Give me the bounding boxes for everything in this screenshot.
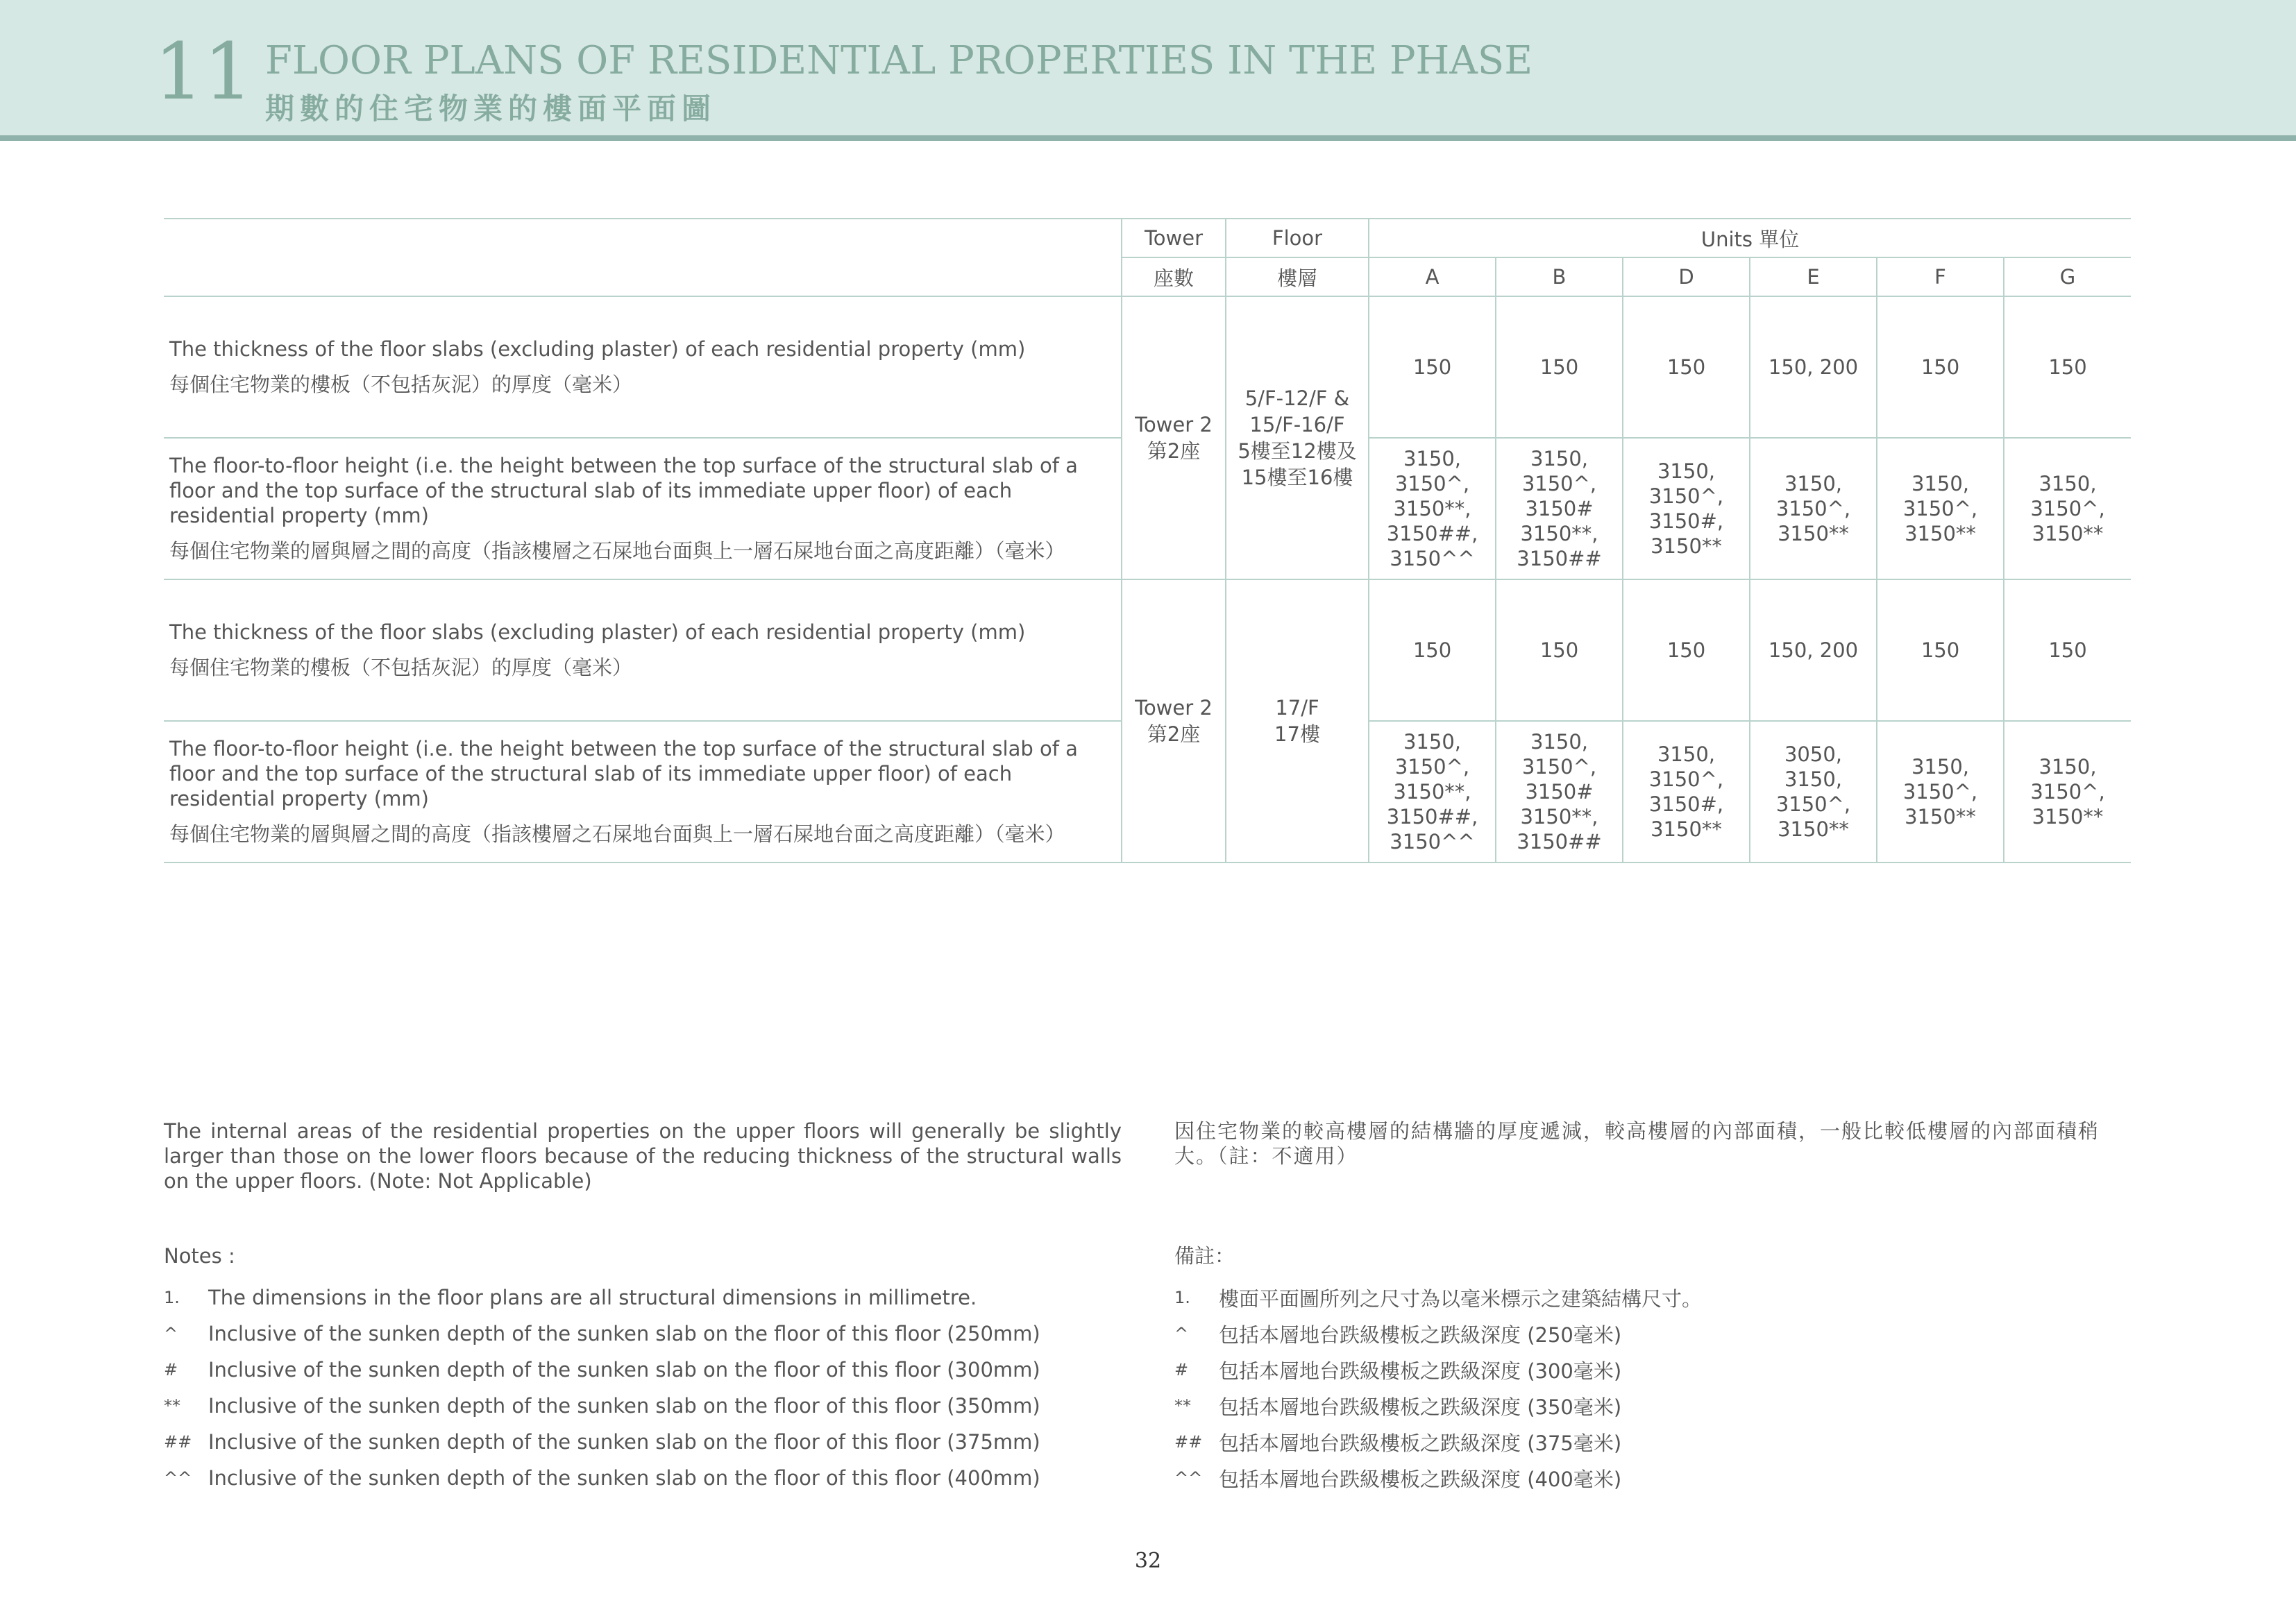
- height-desc-cell: [164, 721, 1122, 863]
- height-value-line: 3150^,: [1521, 755, 1597, 779]
- tower-name-zh: 第2座: [1147, 439, 1201, 463]
- height-value-line: 3150^,: [1648, 484, 1724, 508]
- note-text: Inclusive of the sunken depth of the sunken slab on the floor of this floor (300mm): [208, 1358, 1040, 1382]
- height-desc-cell: [164, 438, 1122, 579]
- height-value-line: 3150^,: [1775, 497, 1851, 520]
- notes-zh: [1174, 1242, 2146, 1496]
- note-item: [164, 1460, 1136, 1496]
- slab-value: 150, 200: [1750, 296, 1877, 438]
- slab-desc-zh: 每個住宅物業的樓板（不包括灰泥）的厚度（毫米）: [169, 373, 633, 396]
- page-header: [0, 0, 2296, 141]
- note-item: [164, 1424, 1136, 1460]
- page-title-en: FLOOR PLANS OF RESIDENTIAL PROPERTIES IN THE PHASE: [265, 38, 1533, 83]
- note-mark: **: [164, 1396, 180, 1416]
- note-mark: 1.: [164, 1288, 180, 1307]
- height-value-line: 3150**: [2032, 522, 2104, 545]
- note-item: [1174, 1352, 2146, 1388]
- col-unit-e: E: [1750, 257, 1877, 296]
- note-mark: ^: [164, 1324, 178, 1343]
- slab-value: 150: [1623, 296, 1750, 438]
- height-value-line: 3150,: [1784, 472, 1843, 495]
- height-value-line: 3150,: [1403, 730, 1462, 754]
- slab-value: 150: [2004, 296, 2131, 438]
- height-value: [1877, 438, 2004, 579]
- height-value-line: 3150^,: [1521, 472, 1597, 495]
- height-value: [1877, 721, 2004, 863]
- height-value-line: 3150,: [1530, 447, 1589, 470]
- height-value-line: 3150^,: [1394, 472, 1470, 495]
- note-text: Inclusive of the sunken depth of the sunken slab on the floor of this floor (350mm): [208, 1394, 1040, 1418]
- height-value-line: 3150##,: [1386, 805, 1478, 829]
- floor-line: 17/F: [1275, 696, 1319, 720]
- col-floor-en: Floor: [1226, 219, 1369, 257]
- floor-line: 17樓: [1274, 722, 1320, 746]
- header-blank-cell: [164, 219, 1122, 296]
- height-value-line: 3150,: [1403, 447, 1462, 470]
- height-value-line: 3150**: [1778, 522, 1849, 545]
- slab-value: 150: [1496, 296, 1623, 438]
- col-unit-a: A: [1369, 257, 1496, 296]
- note-item: [1174, 1424, 2146, 1460]
- note-mark: ^^: [164, 1468, 192, 1488]
- slab-value: 150: [1369, 296, 1496, 438]
- note-item: [164, 1352, 1136, 1388]
- col-unit-b: B: [1496, 257, 1623, 296]
- height-value: [1369, 721, 1496, 863]
- slab-value: 150: [1623, 579, 1750, 721]
- height-value-line: 3150^,: [1902, 497, 1978, 520]
- tower-cell: [1122, 579, 1226, 863]
- height-value-line: 3150,: [2038, 755, 2097, 779]
- slab-desc-en: The thickness of the floor slabs (excluding plaster) of each residential property (mm): [169, 620, 1026, 644]
- height-desc-zh: 每個住宅物業的層與層之間的高度（指該樓層之石屎地台面與上一層石屎地台面之高度距離）（毫米）: [169, 822, 1065, 846]
- height-value-line: 3150**: [1651, 534, 1722, 558]
- height-value-line: 3150^,: [1648, 767, 1724, 791]
- slab-value: 150: [1369, 579, 1496, 721]
- slab-value: 150: [1877, 296, 2004, 438]
- height-value-line: 3150**,: [1393, 780, 1471, 804]
- floor-line: 15樓至16樓: [1241, 466, 1353, 489]
- col-unit-f: F: [1877, 257, 2004, 296]
- note-text: 包括本層地台跌級樓板之跌級深度 (375毫米): [1219, 1431, 1622, 1455]
- note-item: [1174, 1460, 2146, 1496]
- height-value-line: 3150##,: [1386, 522, 1478, 545]
- tower-name-zh: 第2座: [1147, 722, 1201, 746]
- height-value-line: 3150**,: [1520, 522, 1598, 545]
- note-mark: **: [1174, 1396, 1191, 1416]
- col-tower-zh: 座數: [1122, 257, 1226, 296]
- height-value-line: 3150,: [2038, 472, 2097, 495]
- table-row: [164, 296, 2131, 438]
- note-mark: #: [164, 1360, 178, 1379]
- height-value-line: 3150##: [1517, 547, 1602, 570]
- floor-spec-table: [164, 218, 2131, 863]
- height-value-line: 3150^,: [1775, 792, 1851, 816]
- slab-desc-cell: [164, 579, 1122, 721]
- height-value-line: 3150**: [1905, 522, 1976, 545]
- height-value-line: 3150,: [1657, 742, 1716, 766]
- note-mark: ^: [1174, 1324, 1189, 1343]
- height-value-line: 3150**,: [1393, 497, 1471, 520]
- height-value-line: 3050,: [1784, 742, 1843, 766]
- height-value: [2004, 721, 2131, 863]
- height-value: [1369, 438, 1496, 579]
- height-value-line: 3150^,: [2030, 497, 2105, 520]
- height-value-line: 3150#,: [1648, 509, 1724, 533]
- height-value-line: 3150**: [1905, 805, 1976, 829]
- slab-desc-cell: [164, 296, 1122, 438]
- col-unit-g: G: [2004, 257, 2131, 296]
- height-value-line: 3150^,: [1902, 780, 1978, 804]
- height-value-line: 3150^^: [1390, 830, 1475, 853]
- note-text: 樓面平面圖所列之尺寸為以毫米標示之建築結構尺寸。: [1219, 1286, 1703, 1311]
- slab-value: 150, 200: [1750, 579, 1877, 721]
- slab-desc-en: The thickness of the floor slabs (excluding plaster) of each residential property (mm): [169, 337, 1026, 361]
- height-value-line: 3150##: [1517, 830, 1602, 853]
- col-floor-zh: 樓層: [1226, 257, 1369, 296]
- height-desc-en: The floor-to-floor height (i.e. the height between the top surface of the structural slab of a floor and the top surface of the structural slab of its immediate upper floor) of each residential property (mm): [169, 737, 1078, 810]
- height-value: [1750, 438, 1877, 579]
- height-value-line: 3150,: [1784, 767, 1843, 791]
- floor-cell: [1226, 296, 1369, 579]
- note-text: 包括本層地台跌級樓板之跌級深度 (400毫米): [1219, 1467, 1622, 1491]
- tower-cell: [1122, 296, 1226, 579]
- note-item: [1174, 1280, 2146, 1316]
- tower-name: Tower 2: [1135, 696, 1213, 720]
- note-mark: 1.: [1174, 1288, 1190, 1307]
- height-value-line: 3150^,: [2030, 780, 2105, 804]
- height-value: [2004, 438, 2131, 579]
- note-item: [1174, 1316, 2146, 1352]
- height-value: [1623, 438, 1750, 579]
- col-unit-d: D: [1623, 257, 1750, 296]
- table-row: [164, 579, 2131, 721]
- note-mark: #: [1174, 1360, 1189, 1379]
- floor-line: 5樓至12樓及: [1238, 439, 1357, 463]
- page-number: 32: [1134, 1549, 1162, 1573]
- col-tower-en: Tower: [1122, 219, 1226, 257]
- note-text: Inclusive of the sunken depth of the sunken slab on the floor of this floor (400mm): [208, 1466, 1040, 1490]
- col-units: Units 單位: [1369, 219, 2131, 257]
- height-value-line: 3150**,: [1520, 805, 1598, 829]
- height-value-line: 3150,: [1911, 755, 1970, 779]
- height-value-line: 3150**: [1651, 817, 1722, 841]
- note-text: The dimensions in the floor plans are all structural dimensions in millimetre.: [208, 1286, 977, 1309]
- height-value: [1623, 721, 1750, 863]
- note-text: 包括本層地台跌級樓板之跌級深度 (300毫米): [1219, 1359, 1622, 1383]
- height-value-line: 3150#: [1525, 780, 1594, 804]
- height-value-line: 3150**: [2032, 805, 2104, 829]
- note-mark: ##: [1174, 1432, 1203, 1452]
- height-value: [1496, 438, 1623, 579]
- height-desc-zh: 每個住宅物業的層與層之間的高度（指該樓層之石屎地台面與上一層石屎地台面之高度距離）（毫米）: [169, 539, 1065, 563]
- height-value-line: 3150**: [1778, 817, 1849, 841]
- notes-heading-en: Notes :: [164, 1244, 235, 1268]
- height-value-line: 3150,: [1530, 730, 1589, 754]
- section-number: 11: [154, 27, 253, 117]
- height-value-line: 3150^^: [1390, 547, 1475, 570]
- tower-name: Tower 2: [1135, 413, 1213, 436]
- note-text: 包括本層地台跌級樓板之跌級深度 (250毫米): [1219, 1323, 1622, 1347]
- height-value: [1496, 721, 1623, 863]
- intro-text-zh: 因住宅物業的較高樓層的結構牆的厚度遞減，較高樓層的內部面積，一般比較低樓層的內部面積稍大。（註：不適用）: [1174, 1119, 2100, 1168]
- height-value: [1750, 721, 1877, 863]
- slab-value: 150: [2004, 579, 2131, 721]
- height-value-line: 3150,: [1657, 459, 1716, 483]
- note-item: [164, 1280, 1136, 1316]
- height-value-line: 3150#,: [1648, 792, 1724, 816]
- floor-cell: [1226, 579, 1369, 863]
- note-text: Inclusive of the sunken depth of the sunken slab on the floor of this floor (375mm): [208, 1430, 1040, 1454]
- slab-desc-zh: 每個住宅物業的樓板（不包括灰泥）的厚度（毫米）: [169, 656, 633, 679]
- note-mark: ##: [164, 1432, 192, 1452]
- note-text: Inclusive of the sunken depth of the sunken slab on the floor of this floor (250mm): [208, 1322, 1040, 1345]
- note-text: 包括本層地台跌級樓板之跌級深度 (350毫米): [1219, 1395, 1622, 1419]
- notes-en: [164, 1242, 1136, 1496]
- slab-value: 150: [1496, 579, 1623, 721]
- page-title-zh: 期數的住宅物業的樓面平面圖: [265, 92, 717, 126]
- floor-line: 15/F-16/F: [1249, 413, 1345, 436]
- floor-line: 5/F-12/F &: [1244, 386, 1350, 410]
- slab-value: 150: [1877, 579, 2004, 721]
- note-item: [164, 1388, 1136, 1424]
- height-desc-en: The floor-to-floor height (i.e. the height between the top surface of the structural slab of a floor and the top surface of the structural slab of its immediate upper floor) of each residential property (mm): [169, 454, 1078, 527]
- note-item: [1174, 1388, 2146, 1424]
- notes-heading-zh: 備註：: [1174, 1244, 1235, 1268]
- note-item: [164, 1316, 1136, 1352]
- note-mark: ^^: [1174, 1468, 1203, 1488]
- height-value-line: 3150^,: [1394, 755, 1470, 779]
- intro-text-en: The internal areas of the residential properties on the upper floors will generally be slightly larger than those on the lower floors because of the reducing thickness of the structural walls on the upper floors. (Note: Not Applicable): [164, 1119, 1122, 1193]
- height-value-line: 3150#: [1525, 497, 1594, 520]
- height-value-line: 3150,: [1911, 472, 1970, 495]
